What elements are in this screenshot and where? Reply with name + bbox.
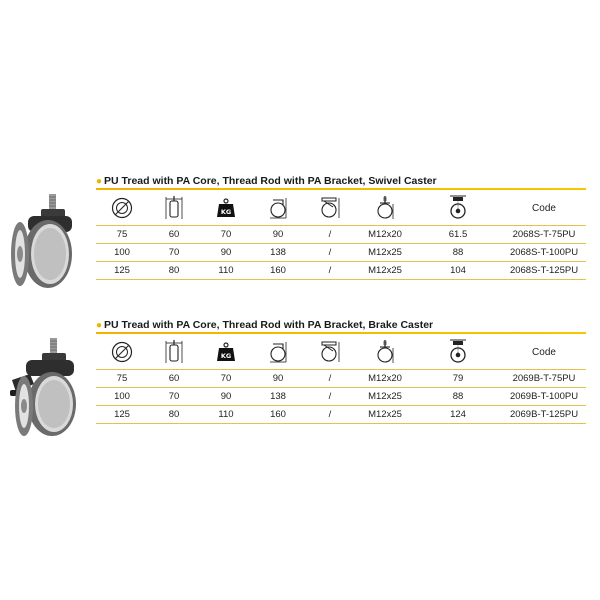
cell-total-height: 138	[252, 244, 304, 262]
cell-swivel-radius: 79	[414, 370, 502, 388]
cell-thread-size: M12x20	[356, 226, 414, 244]
cell-code: 2068S-T-100PU	[502, 244, 586, 262]
cell-plate-size: /	[304, 388, 356, 406]
cell-wheel-diameter: 125	[96, 262, 148, 280]
cell-swivel-radius: 104	[414, 262, 502, 280]
cell-plate-size: /	[304, 370, 356, 388]
bracket-plate-icon	[319, 340, 341, 364]
cell-code: 2069B-T-125PU	[502, 406, 586, 424]
kg-label: KG	[220, 352, 232, 360]
section-title	[96, 318, 433, 332]
cell-wheel-diameter: 100	[96, 244, 148, 262]
section-title	[96, 174, 437, 188]
title-underline	[96, 188, 586, 190]
wheel-diameter-icon	[111, 197, 133, 219]
cell-swivel-radius: 124	[414, 406, 502, 424]
thread-rod-icon	[375, 196, 395, 220]
header-row	[96, 191, 586, 226]
brake-caster-photo	[8, 336, 100, 446]
cell-thread-size: M12x25	[356, 406, 414, 424]
cell-thread-size: M12x20	[356, 370, 414, 388]
cell-code: 2069B-T-100PU	[502, 388, 586, 406]
cell-wheel-width: 70	[148, 388, 200, 406]
cell-load-capacity: 70	[200, 370, 252, 388]
cell-plate-size: /	[304, 262, 356, 280]
swivel-radius-icon	[446, 338, 470, 366]
wheel-width-icon	[164, 340, 184, 364]
title-bullet: ●	[96, 176, 103, 187]
bracket-plate-icon	[319, 196, 341, 220]
wheel-width-icon	[164, 196, 184, 220]
cell-total-height: 90	[252, 226, 304, 244]
table-row	[96, 370, 586, 388]
cell-swivel-radius: 61.5	[414, 226, 502, 244]
title-underline	[96, 332, 586, 334]
cell-total-height: 90	[252, 370, 304, 388]
cell-plate-size: /	[304, 406, 356, 424]
cell-wheel-width: 60	[148, 370, 200, 388]
load-capacity-icon	[216, 342, 236, 362]
cell-code: 2068S-T-125PU	[502, 262, 586, 280]
cell-swivel-radius: 88	[414, 388, 502, 406]
cell-plate-size: /	[304, 226, 356, 244]
cell-load-capacity: 90	[200, 388, 252, 406]
spec-table	[96, 335, 586, 424]
cell-load-capacity: 70	[200, 226, 252, 244]
table-row	[96, 262, 586, 280]
code-column-header: Code	[502, 191, 586, 226]
header-row	[96, 335, 586, 370]
swivel-radius-icon	[446, 194, 470, 222]
table-row	[96, 226, 586, 244]
cell-load-capacity: 90	[200, 244, 252, 262]
cell-thread-size: M12x25	[356, 388, 414, 406]
total-height-icon	[267, 340, 289, 364]
cell-thread-size: M12x25	[356, 262, 414, 280]
cell-load-capacity: 110	[200, 262, 252, 280]
cell-wheel-diameter: 75	[96, 226, 148, 244]
cell-thread-size: M12x25	[356, 244, 414, 262]
cell-wheel-diameter: 75	[96, 370, 148, 388]
cell-code: 2069B-T-75PU	[502, 370, 586, 388]
swivel-caster-photo	[8, 194, 100, 304]
cell-wheel-width: 70	[148, 244, 200, 262]
title-bullet: ●	[96, 320, 103, 331]
cell-total-height: 138	[252, 388, 304, 406]
table-row	[96, 406, 586, 424]
thread-rod-icon	[375, 340, 395, 364]
table-row	[96, 388, 586, 406]
spec-table	[96, 191, 586, 280]
cell-plate-size: /	[304, 244, 356, 262]
code-column-header: Code	[502, 335, 586, 370]
cell-total-height: 160	[252, 406, 304, 424]
wheel-diameter-icon	[111, 341, 133, 363]
total-height-icon	[267, 196, 289, 220]
cell-wheel-width: 60	[148, 226, 200, 244]
cell-wheel-diameter: 100	[96, 388, 148, 406]
section-title-text: PU Tread with PA Core, Thread Rod with PA Bracket, Swivel Caster	[104, 175, 437, 187]
load-capacity-icon	[216, 198, 236, 218]
section-title-text: PU Tread with PA Core, Thread Rod with PA Bracket, Brake Caster	[104, 319, 434, 331]
cell-wheel-width: 80	[148, 406, 200, 424]
cell-wheel-diameter: 125	[96, 406, 148, 424]
cell-code: 2068S-T-75PU	[502, 226, 586, 244]
cell-swivel-radius: 88	[414, 244, 502, 262]
table-row	[96, 244, 586, 262]
kg-label: KG	[220, 208, 232, 216]
cell-load-capacity: 110	[200, 406, 252, 424]
cell-total-height: 160	[252, 262, 304, 280]
cell-wheel-width: 80	[148, 262, 200, 280]
